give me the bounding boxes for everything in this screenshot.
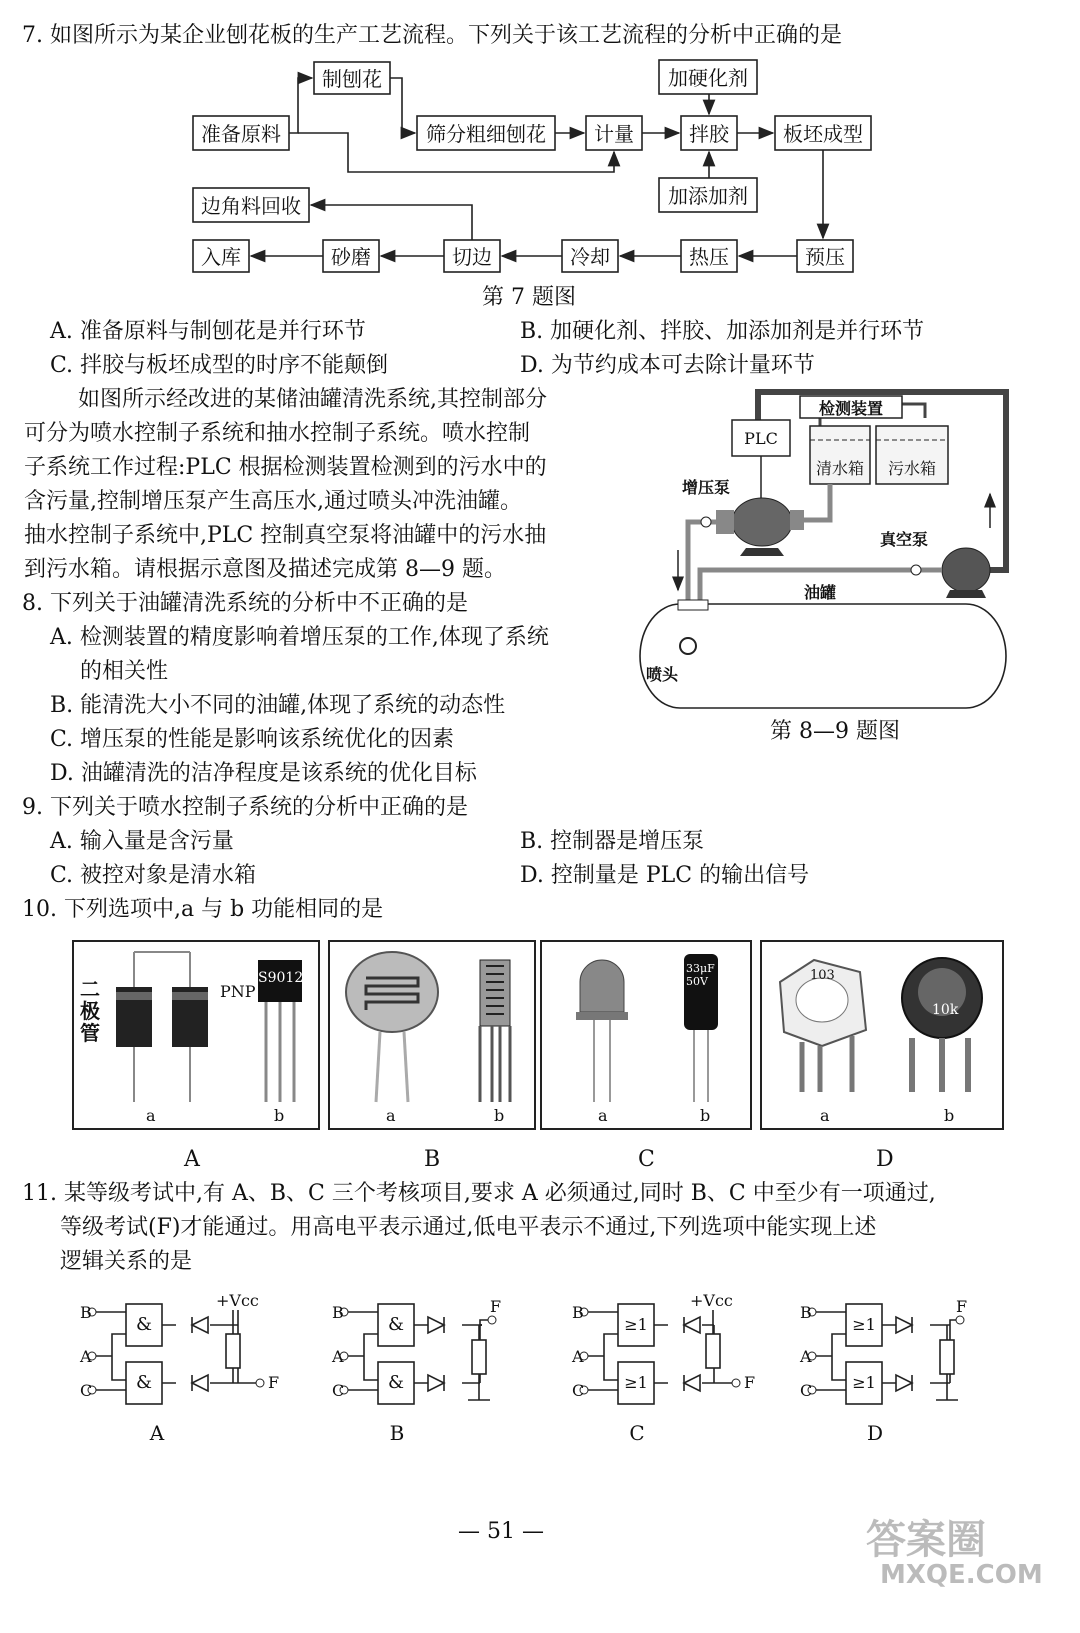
circuit-d-letter: D [866, 1421, 884, 1445]
q8-option-b: B. 能清洗大小不同的油罐,体现了系统的动态性 [50, 693, 506, 718]
circuit-c-in-c: C [572, 1381, 585, 1400]
s9012-label: S9012 [258, 970, 304, 986]
circuit-c-gate1: ≥1 [624, 1315, 648, 1334]
capacitor-label: 33μF 50V [686, 962, 715, 988]
q10-letter-a: A [184, 1147, 200, 1172]
q7-stem: 7. 如图所示为某企业刨花板的生产工艺流程。下列关于该工艺流程的分析中正确的是 [22, 23, 842, 48]
circuit-c-vcc: +Vcc [690, 1291, 733, 1310]
flow-label-cool: 冷却 [570, 245, 610, 269]
q9-stem: 9. 下列关于喷水控制子系统的分析中正确的是 [22, 795, 468, 820]
flow-label-recycle: 边角料回收 [201, 194, 301, 218]
q10-b-label-a: a [386, 1106, 396, 1125]
q8-option-c: C. 增压泵的性能是影响该系统优化的因素 [50, 727, 455, 752]
watermark-logo: 答案圈 [866, 1517, 986, 1563]
q7-caption: 第 7 题图 [482, 285, 576, 310]
trimmer-label-10k: 10k [932, 1002, 959, 1018]
q11-stem-line2: 等级考试(F)才能通过。用高电平表示通过,低电平表示不通过,下列选项中能实现上述 [60, 1215, 877, 1240]
pnp-label: PNP [220, 982, 256, 1001]
trimmer-label-103: 103 [810, 968, 835, 983]
oil-tank-label: 油罐 [804, 583, 837, 602]
circuit-d-in-b: B [800, 1303, 812, 1322]
flow-label-shave: 制刨花 [322, 67, 382, 91]
circuit-b-in-b: B [332, 1303, 344, 1322]
diode-label: 二极管 [80, 977, 100, 1045]
flow-label-additive: 加添加剂 [668, 184, 748, 208]
q10-a-label-b: b [274, 1106, 285, 1125]
flow-label-form: 板坯成型 [783, 122, 863, 146]
intro-line-2: 可分为喷水控制子系统和抽水控制子系统。喷水控制 [24, 421, 531, 446]
circuit-a-gate1: & [135, 1314, 153, 1335]
q8-option-d: D. 油罐清洗的洁净程度是该系统的优化目标 [50, 761, 477, 786]
circuit-a-letter: A [149, 1421, 165, 1445]
vacuum-label: 真空泵 [880, 530, 929, 549]
intro-line-1: 如图所示经改进的某储油罐清洗系统,其控制部分 [78, 387, 547, 412]
circuit-c-in-b: B [572, 1303, 584, 1322]
q10-letter-d: D [876, 1147, 894, 1172]
q10-d-label-b: b [944, 1106, 955, 1125]
circuit-c [571, 1291, 755, 1404]
waste-tank-label: 污水箱 [887, 459, 937, 478]
q10-letter-b: B [424, 1147, 441, 1172]
q9-option-a: A. 输入量是含污量 [50, 829, 234, 854]
q9-option-c: C. 被控对象是清水箱 [50, 863, 257, 888]
flow-label-sieve: 筛分粗细刨花 [426, 122, 546, 146]
flow-label-prepress: 预压 [805, 245, 845, 269]
circuit-c-out: F [744, 1373, 756, 1392]
circuit-a [79, 1291, 279, 1404]
intro-line-5: 抽水控制子系统中,PLC 控制真空泵将油罐中的污水抽 [24, 523, 547, 548]
q10-stem: 10. 下列选项中,a 与 b 功能相同的是 [22, 897, 384, 922]
q11-stem-line1: 11. 某等级考试中,有 A、B、C 三个考核项目,要求 A 必须通过,同时 B、C 中至少有一项通过, [22, 1181, 936, 1206]
q10-a-label-a: a [146, 1106, 156, 1125]
q11-stem-line3: 逻辑关系的是 [60, 1249, 193, 1274]
q8-option-a-line2: 的相关性 [80, 659, 169, 684]
tank-figure-caption: 第 8—9 题图 [770, 719, 900, 744]
circuit-a-gate2: & [135, 1372, 153, 1393]
flow-label-prep: 准备原料 [201, 122, 281, 146]
q9-option-d: D. 控制量是 PLC 的输出信号 [520, 863, 810, 888]
circuit-d-in-a: A [800, 1347, 812, 1366]
q7-option-c: C. 拌胶与板坯成型的时序不能颠倒 [50, 353, 389, 378]
detector-label: 检测装置 [818, 399, 884, 418]
flow-label-trim: 切边 [452, 245, 492, 269]
intro-line-6: 到污水箱。请根据示意图及描述完成第 8—9 题。 [24, 557, 506, 582]
circuit-d-out: F [956, 1297, 968, 1316]
nozzle-label: 喷头 [646, 665, 679, 684]
circuit-d [799, 1297, 967, 1404]
flow-label-meter: 计量 [594, 122, 634, 146]
circuit-c-gate2: ≥1 [624, 1373, 648, 1392]
q10-c-label-b: b [700, 1106, 711, 1125]
intro-line-4: 含污量,控制增压泵产生高压水,通过喷头冲洗油罐。 [24, 489, 522, 514]
circuit-a-out: F [268, 1373, 280, 1392]
q7-option-a: A. 准备原料与制刨花是并行环节 [50, 319, 366, 344]
circuit-d-in-c: C [800, 1381, 813, 1400]
circuit-d-gate1: ≥1 [852, 1315, 876, 1334]
circuit-a-in-c: C [80, 1381, 93, 1400]
q10-c-label-a: a [598, 1106, 608, 1125]
circuit-a-in-a: A [80, 1347, 92, 1366]
page-number: — 51 — [458, 1519, 544, 1544]
flow-label-glue: 拌胶 [689, 122, 729, 146]
circuit-b-gate2: & [387, 1372, 405, 1393]
q7-option-d: D. 为节约成本可去除计量环节 [520, 353, 815, 378]
booster-label: 增压泵 [682, 478, 731, 497]
q9-option-b: B. 控制器是增压泵 [520, 829, 705, 854]
q7-option-b: B. 加硬化剂、拌胶、加添加剂是并行环节 [520, 319, 925, 344]
flow-label-hardener: 加硬化剂 [668, 66, 748, 90]
circuit-b-in-c: C [332, 1381, 345, 1400]
circuit-d-gate2: ≥1 [852, 1373, 876, 1392]
circuit-b [331, 1297, 501, 1404]
plc-label: PLC [744, 429, 778, 448]
circuit-b-out: F [490, 1297, 502, 1316]
q8-stem: 8. 下列关于油罐清洗系统的分析中不正确的是 [22, 591, 468, 616]
flow-label-store: 入库 [201, 245, 241, 269]
flow-label-hotpress: 热压 [689, 245, 729, 269]
circuit-a-vcc: +Vcc [216, 1291, 259, 1310]
circuit-b-letter: B [389, 1421, 405, 1445]
clean-tank-label: 清水箱 [815, 459, 865, 478]
flow-label-sand: 砂磨 [331, 245, 371, 269]
circuit-c-in-a: A [572, 1347, 584, 1366]
circuit-c-letter: C [629, 1421, 645, 1445]
q10-b-label-b: b [494, 1106, 505, 1125]
circuit-b-gate1: & [387, 1314, 405, 1335]
q10-d-label-a: a [820, 1106, 830, 1125]
circuit-b-in-a: A [332, 1347, 344, 1366]
q8-option-a-line1: A. 检测装置的精度影响着增压泵的工作,体现了系统 [50, 625, 549, 650]
intro-line-3: 子系统工作过程:PLC 根据检测装置检测到的污水中的 [24, 455, 547, 480]
watermark-url: MXQE.COM [880, 1560, 1043, 1590]
circuit-a-in-b: B [80, 1303, 92, 1322]
q10-letter-c: C [638, 1147, 655, 1172]
